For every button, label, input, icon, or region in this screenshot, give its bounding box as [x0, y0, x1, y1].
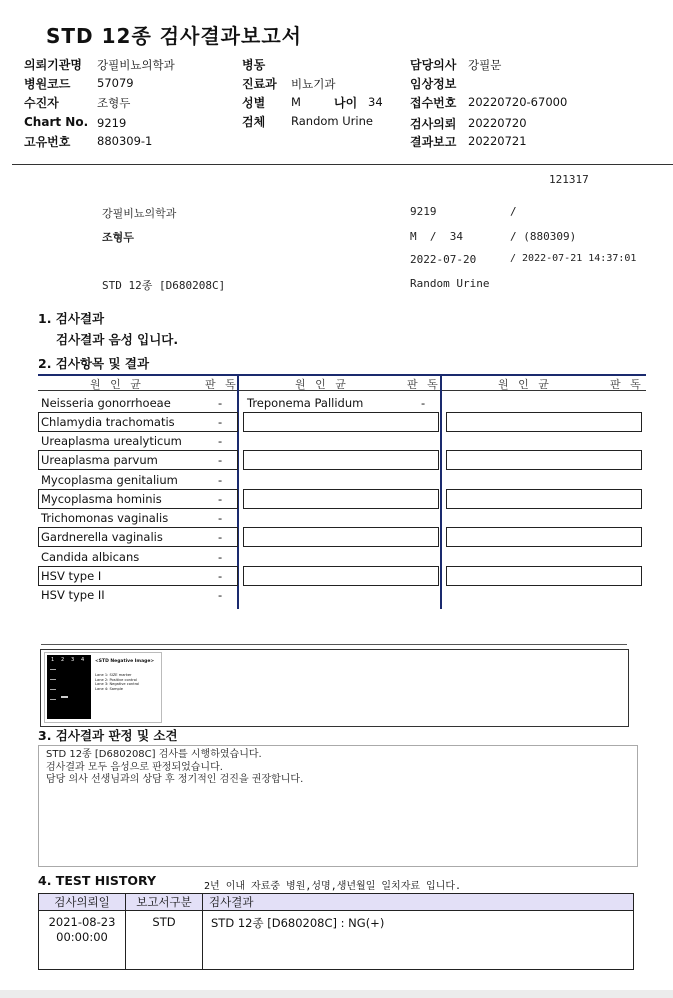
pathogen-result: -: [218, 473, 223, 487]
report-title: STD 12종 검사결과보고서: [46, 24, 302, 48]
pathogen-name: Mycoplasma hominis: [41, 492, 162, 506]
results-col-divider-2: [440, 374, 442, 609]
history-date-cell: [39, 911, 126, 970]
sub-date: 2022-07-20: [410, 253, 477, 266]
gel-caption-line: Lane 3: Negative control: [95, 682, 140, 686]
reception-no-value: 20220720-67000: [468, 95, 568, 109]
col1-pathogen-header: 원 인 균: [90, 378, 144, 391]
sub-clinic: 강필비뇨의학과: [102, 207, 177, 220]
pathogen-name: Ureaplasma parvum: [41, 453, 158, 467]
history-note: 2년 이내 자료중 병원,성명,생년월일 일치자료 입니다.: [204, 881, 462, 892]
pathogen-result: -: [218, 453, 223, 467]
pathogen-name: Candida albicans: [41, 550, 140, 564]
pathogen-name: HSV type I: [41, 569, 102, 583]
recipient-value: 조형두: [97, 96, 131, 110]
col2-pathogen-header: 원 인 균: [295, 378, 349, 391]
history-col-type: 보고서구분: [126, 894, 203, 911]
section1-summary: 검사결과 음성 입니다.: [56, 332, 179, 347]
gel-band: [61, 696, 68, 698]
request-date-value: 20220720: [468, 116, 527, 130]
opinion-line: 담당 의사 선생님과의 상담 후 정기적인 검진을 권장합니다.: [46, 774, 304, 785]
hospital-code-label: 병원코드: [24, 77, 71, 91]
row-box: [243, 450, 439, 470]
pathogen-result: -: [218, 415, 223, 429]
sub-sex-age: M / 34: [410, 230, 463, 243]
specimen-value: Random Urine: [291, 114, 373, 128]
age-label: 나이: [334, 96, 358, 110]
history-time: 00:00:00: [56, 930, 108, 944]
sub-chart: 9219: [410, 205, 437, 218]
pathogen-name: Mycoplasma genitalium: [41, 473, 178, 487]
row-box: [243, 527, 439, 547]
department-value: 비뇨기과: [291, 77, 336, 91]
chart-no-value: 9219: [97, 116, 127, 130]
gel-lane-number: 2: [61, 657, 65, 663]
pathogen-result: -: [218, 530, 223, 544]
pathogen-result: -: [218, 511, 223, 525]
gel-photo: [47, 655, 91, 719]
pathogen-name: Chlamydia trachomatis: [41, 415, 175, 429]
history-row: [39, 911, 634, 970]
row-box: [243, 489, 439, 509]
history-col-result: 검사결과: [203, 894, 634, 911]
sex-label: 성별: [242, 96, 266, 110]
pathogen-result: -: [218, 588, 223, 602]
section4-title: 4. TEST HISTORY: [38, 873, 157, 888]
doctor-label: 담당의사: [410, 58, 457, 72]
row-box: [243, 412, 439, 432]
gel-caption-line: Lane 4: Sample: [95, 686, 123, 691]
history-col-date: 검사의뢰일: [39, 894, 126, 911]
pathogen-result: -: [218, 569, 223, 583]
age-value: 34: [368, 95, 383, 109]
recipient-label: 수진자: [24, 96, 59, 110]
sex-value: M: [291, 95, 301, 109]
sub-slash: /: [510, 205, 517, 218]
row-box: [446, 489, 642, 509]
unique-id-label: 고유번호: [24, 135, 71, 149]
department-label: 진료과: [242, 77, 277, 91]
gel-band: [50, 669, 56, 670]
hospital-code-value: 57079: [97, 76, 134, 90]
row-box: [243, 566, 439, 586]
gel-caption-line: Lane 1: SIZE marker: [95, 673, 132, 677]
gel-lane-number: 1: [51, 657, 55, 663]
gel-lane-number: 4: [81, 657, 85, 663]
pathogen-result: -: [421, 396, 426, 410]
pathogen-name: Treponema Pallidum: [247, 396, 364, 410]
ward-label: 병동: [242, 58, 266, 72]
pathogen-name: Trichomonas vaginalis: [41, 511, 169, 525]
history-date: 2021-08-23: [48, 915, 116, 929]
chart-no-label: Chart No.: [24, 115, 89, 129]
gel-band: [50, 689, 56, 690]
pathogen-name: Gardnerella vaginalis: [41, 530, 163, 544]
sub-name: 조형두: [102, 231, 134, 244]
pathogen-result: -: [218, 396, 223, 410]
col3-pathogen-header: 원 인 균: [498, 378, 552, 391]
sub-code: 121317: [549, 173, 589, 186]
request-date-label: 검사의뢰: [410, 117, 457, 131]
header-divider: [12, 164, 673, 165]
sub-specimen: Random Urine: [410, 277, 490, 290]
section3-title: 3. 검사결과 판정 및 소견: [38, 728, 178, 743]
specimen-label: 검체: [242, 115, 266, 129]
gel-caption-lines: [95, 673, 139, 691]
gel-top-rule: [41, 644, 627, 645]
row-box: [446, 450, 642, 470]
section2-title: 2. 검사항목 및 결과: [38, 356, 150, 371]
opinion-box: [38, 745, 638, 867]
row-box: [446, 527, 642, 547]
opinion-line: STD 12종 [D680208C] 검사를 시행하였습니다.: [46, 749, 262, 760]
history-table: [38, 893, 634, 970]
col2-result-header: 판 독: [407, 378, 441, 391]
clinical-info-label: 임상정보: [410, 77, 457, 91]
pathogen-result: -: [218, 434, 223, 448]
institution-value: 강필비뇨의학과: [97, 58, 175, 72]
gel-band: [50, 699, 56, 700]
row-box: [446, 412, 642, 432]
reception-no-label: 접수번호: [410, 96, 457, 110]
gel-band: [50, 679, 56, 680]
report-date-label: 결과보고: [410, 135, 457, 149]
sub-report-datetime: / 2022-07-21 14:37:01: [510, 253, 637, 264]
pathogen-name: Neisseria gonorrhoeae: [41, 396, 171, 410]
gel-lane-number: 3: [71, 657, 75, 663]
unique-id-value: 880309-1: [97, 134, 153, 148]
gel-image-thumbnail: [44, 652, 162, 723]
col3-result-header: 판 독: [610, 378, 644, 391]
pathogen-name: Ureaplasma urealyticum: [41, 434, 182, 448]
history-type: STD: [126, 911, 203, 970]
report-date-value: 20220721: [468, 134, 527, 148]
sub-birth: / (880309): [510, 230, 577, 243]
row-box: [446, 566, 642, 586]
gel-caption-line: Lane 2: Positive control: [95, 677, 137, 682]
pathogen-name: HSV type II: [41, 588, 105, 602]
institution-label: 의뢰기관명: [24, 58, 82, 72]
section1-title: 1. 검사결과: [38, 311, 105, 326]
col1-result-header: 판 독: [205, 378, 239, 391]
pathogen-result: -: [218, 550, 223, 564]
opinion-line: 검사결과 모두 음성으로 판정되었습니다.: [46, 761, 223, 773]
history-result: STD 12종 [D680208C] : NG(+): [203, 911, 634, 970]
gel-caption-title: <STD Negative Image>: [95, 659, 155, 664]
doctor-value: 강필문: [468, 58, 502, 72]
pathogen-result: -: [218, 492, 223, 506]
sub-test: STD 12종 [D680208C]: [102, 279, 226, 292]
